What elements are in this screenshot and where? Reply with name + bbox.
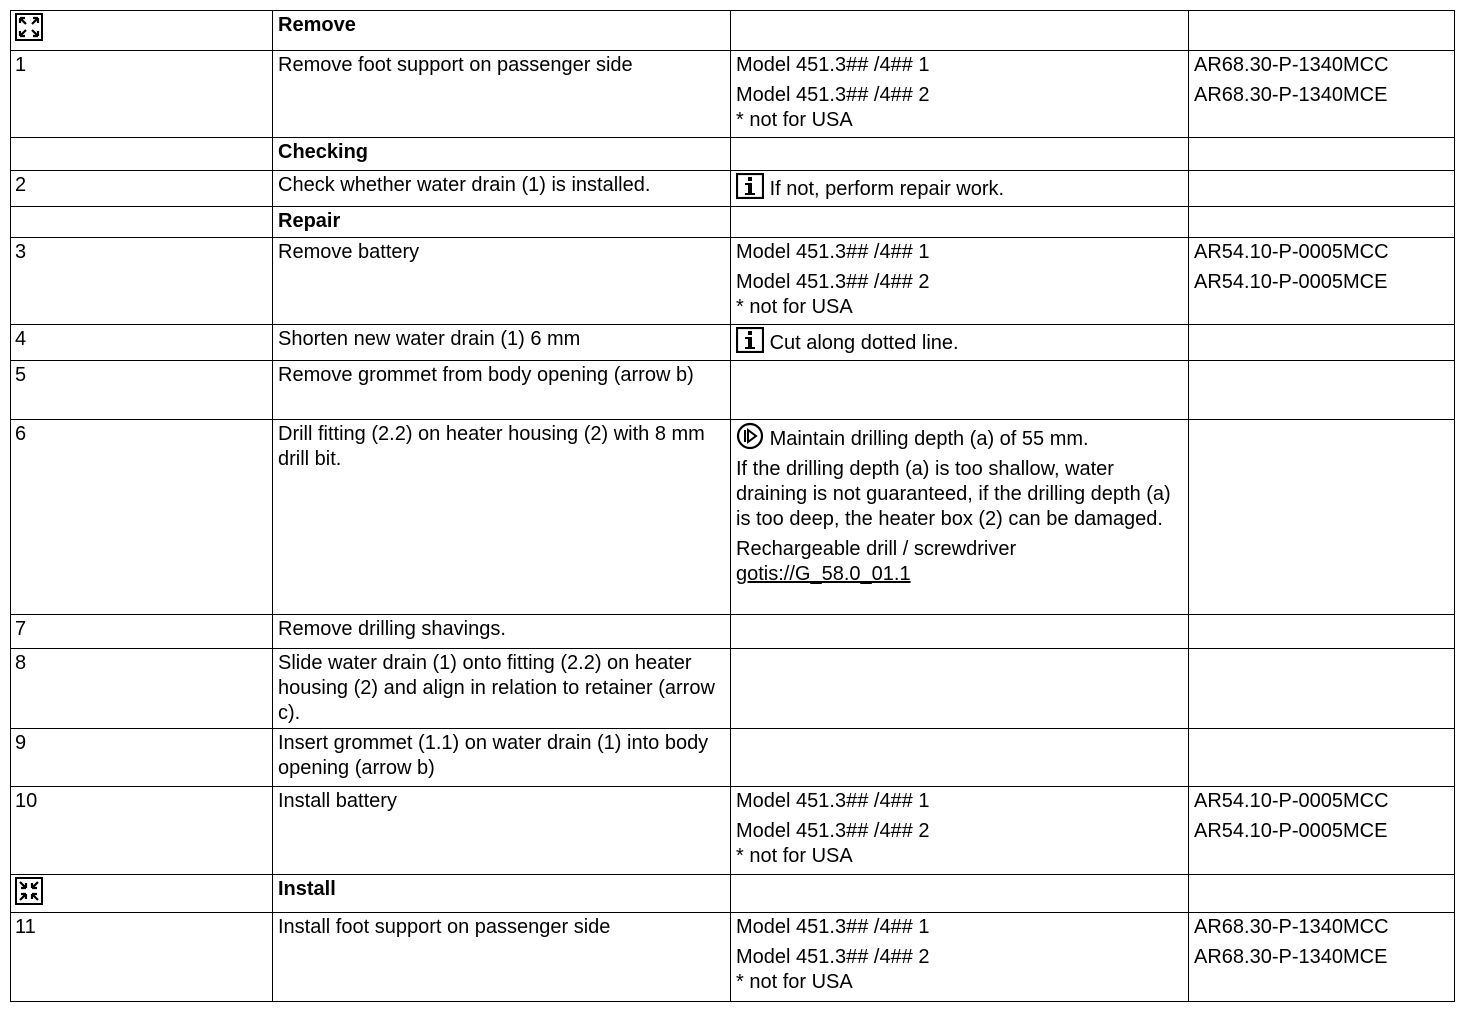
model-note: Model 451.3## /4## 1	[736, 790, 930, 812]
notes-cell	[731, 875, 1189, 913]
step-cell	[11, 138, 273, 171]
table-row	[11, 11, 1455, 51]
refs-cell	[1189, 11, 1455, 51]
table-row	[11, 238, 1455, 325]
refs-cell	[1189, 875, 1455, 913]
step-number: 6	[11, 420, 273, 615]
table-row	[11, 729, 1455, 787]
reference-link[interactable]: AR68.30-P-1340MCC	[1194, 54, 1389, 76]
notes-cell	[731, 238, 1189, 325]
step-number: 1	[11, 51, 273, 138]
step-cell	[11, 207, 273, 238]
caution-arrow-icon	[736, 422, 764, 457]
usa-note: * not for USA	[736, 109, 853, 131]
notes-cell	[731, 649, 1189, 729]
refs-cell	[1189, 420, 1455, 615]
model-note: Model 451.3## /4## 1	[736, 241, 930, 263]
notes-cell	[731, 787, 1189, 875]
action-text: Shorten new water drain (1) 6 mm	[273, 325, 731, 361]
step-number: 11	[11, 913, 273, 1002]
refs-cell	[1189, 207, 1455, 238]
refs-cell	[1189, 913, 1455, 1002]
step-number: 5	[11, 361, 273, 420]
table-row	[11, 51, 1455, 138]
notes-cell	[731, 361, 1189, 420]
step-cell	[11, 11, 273, 51]
action-text: Remove grommet from body opening (arrow b)	[273, 361, 731, 420]
info-note: If not, perform repair work.	[769, 177, 1005, 200]
table-row	[11, 420, 1455, 615]
action-text: Slide water drain (1) onto fitting (2.2) on heater housing (2) and align in relation to retainer (arrow c).	[273, 649, 731, 729]
notes-cell	[731, 51, 1189, 138]
refs-cell	[1189, 361, 1455, 420]
notes-cell	[731, 615, 1189, 649]
step-number: 10	[11, 787, 273, 875]
remove-icon	[15, 13, 43, 48]
reference-link[interactable]: AR54.10-P-0005MCC	[1194, 790, 1389, 812]
tool-link[interactable]: gotis://G_58.0_01.1	[736, 563, 911, 585]
refs-cell	[1189, 729, 1455, 787]
action-text: Check whether water drain (1) is installed.	[273, 171, 731, 207]
notes-cell	[731, 11, 1189, 51]
action-text: Drill fitting (2.2) on heater housing (2) with 8 mm drill bit.	[273, 420, 731, 615]
notes-cell	[731, 171, 1189, 207]
info-note: Cut along dotted line.	[769, 331, 959, 354]
step-number: 9	[11, 729, 273, 787]
section-title: Remove	[273, 11, 731, 51]
drilling-depth-note: Maintain drilling depth (a) of 55 mm.	[769, 427, 1089, 450]
table-row	[11, 787, 1455, 875]
notes-cell	[731, 729, 1189, 787]
table-row	[11, 207, 1455, 238]
section-title: Repair	[273, 207, 731, 238]
step-cell	[11, 875, 273, 913]
table-row	[11, 875, 1455, 913]
usa-note: * not for USA	[736, 845, 853, 867]
notes-cell	[731, 913, 1189, 1002]
refs-cell	[1189, 615, 1455, 649]
reference-link[interactable]: AR54.10-P-0005MCE	[1194, 271, 1388, 293]
tool-name: Rechargeable drill / screwdriver	[736, 538, 1017, 560]
notes-cell	[731, 207, 1189, 238]
model-note: Model 451.3## /4## 1	[736, 916, 930, 938]
step-number: 2	[11, 171, 273, 207]
refs-cell	[1189, 138, 1455, 171]
action-text: Install battery	[273, 787, 731, 875]
model-note: Model 451.3## /4## 2	[736, 820, 930, 842]
refs-cell	[1189, 787, 1455, 875]
table-row	[11, 361, 1455, 420]
refs-cell	[1189, 51, 1455, 138]
reference-link[interactable]: AR54.10-P-0005MCE	[1194, 820, 1388, 842]
section-title: Install	[273, 875, 731, 913]
usa-note: * not for USA	[736, 971, 853, 993]
notes-cell	[731, 325, 1189, 361]
table-row	[11, 171, 1455, 207]
refs-cell	[1189, 649, 1455, 729]
model-note: Model 451.3## /4## 1	[736, 54, 930, 76]
step-number: 8	[11, 649, 273, 729]
action-text: Remove drilling shavings.	[273, 615, 731, 649]
reference-link[interactable]: AR68.30-P-1340MCE	[1194, 946, 1388, 968]
action-text: Remove battery	[273, 238, 731, 325]
refs-cell	[1189, 238, 1455, 325]
refs-cell	[1189, 171, 1455, 207]
reference-link[interactable]: AR68.30-P-1340MCC	[1194, 916, 1389, 938]
info-icon	[736, 173, 764, 206]
info-icon	[736, 327, 764, 360]
action-text: Remove foot support on passenger side	[273, 51, 731, 138]
table-row	[11, 649, 1455, 729]
section-title: Checking	[273, 138, 731, 171]
table-row	[11, 615, 1455, 649]
procedure-table	[10, 10, 1455, 1002]
install-icon	[15, 877, 43, 912]
action-text: Install foot support on passenger side	[273, 913, 731, 1002]
usa-note: * not for USA	[736, 296, 853, 318]
notes-cell	[731, 420, 1189, 615]
reference-link[interactable]: AR54.10-P-0005MCC	[1194, 241, 1389, 263]
step-number: 7	[11, 615, 273, 649]
model-note: Model 451.3## /4## 2	[736, 946, 930, 968]
step-number: 4	[11, 325, 273, 361]
step-number: 3	[11, 238, 273, 325]
model-note: Model 451.3## /4## 2	[736, 271, 930, 293]
drilling-warning: If the drilling depth (a) is too shallow, water draining is not guaranteed, if the drilling depth (a) is too deep, the heater box (2) can be damaged.	[736, 458, 1171, 530]
table-row	[11, 913, 1455, 1002]
reference-link[interactable]: AR68.30-P-1340MCE	[1194, 84, 1388, 106]
model-note: Model 451.3## /4## 2	[736, 84, 930, 106]
table-row	[11, 138, 1455, 171]
action-text: Insert grommet (1.1) on water drain (1) into body opening (arrow b)	[273, 729, 731, 787]
notes-cell	[731, 138, 1189, 171]
refs-cell	[1189, 325, 1455, 361]
table-row	[11, 325, 1455, 361]
